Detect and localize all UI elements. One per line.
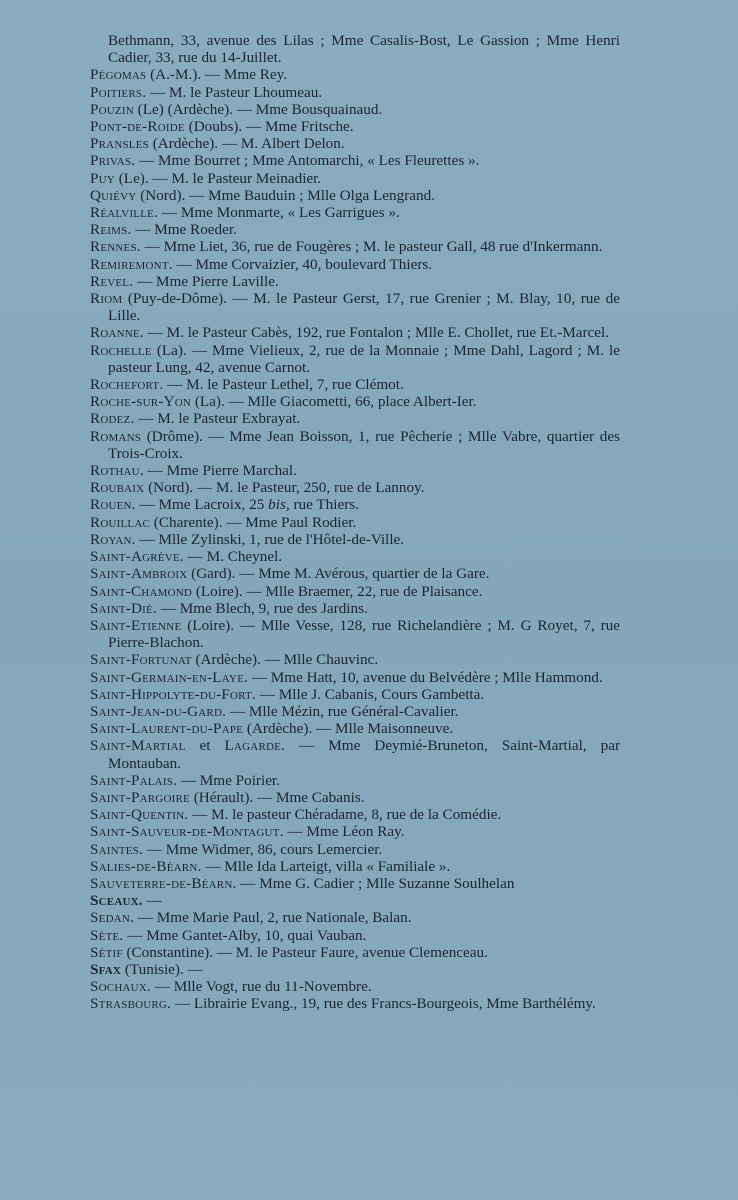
directory-entry [90,238,620,255]
entry-text: (Loire). — Mlle Vesse, 128, rue Richelandière ; M. G Royet, 7, rue Pierre-Blachon. [108,616,620,652]
entry-text: (Le). — M. le Pasteur Meinadier. [114,169,322,187]
entry-text: — Mlle Vogt, rue du 11-Novembre. [150,978,372,996]
entry-text: rue Thiers. [289,496,359,514]
place-name: Pégomas [90,66,147,84]
entry-text: (Gard). — Mme M. Avérous, quartier de la Gare. [187,565,490,583]
directory-entry [90,978,620,995]
place-name: Reims. [90,221,132,239]
entry-text: — [142,892,162,910]
place-name: Puy [90,169,115,187]
directory-entry [90,376,620,393]
entry-text: (Drôme). — Mme Jean Boisson, 1, rue Pêcherie ; Mlle Vabre, quartier des Trois-Croix. [108,427,620,462]
entry-text: — Mme Bourret ; Mme Antomarchi, « Les Fleurettes ». [135,152,480,170]
entry-text: — Mme Deymié-Bruneton, Saint-Martial, par Montauban. [108,737,620,772]
directory-entry [90,995,620,1012]
place-name: Royan. [90,530,136,548]
place-name: Rothau. [90,462,144,480]
entry-text: (Ardèche). — Mlle Maisonneuve. [243,720,454,738]
directory-entry [90,135,620,152]
entry-text: — Mme Liet, 36, rue de Fougères ; M. le pasteur Gall, 48 rue d'Inkermann. [140,238,603,256]
directory-entry [90,651,620,668]
place-name: Saint-Sauveur-de-Montagut. [90,823,284,841]
directory-entry [90,531,620,548]
entry-text: — M. le Pasteur Exbrayat. [134,410,301,428]
directory-entry [90,393,620,410]
directory-entry [90,927,620,944]
entry-text: (La). — Mlle Giacometti, 66, place Albert-Ier. [191,393,477,411]
directory-entry [90,686,620,703]
directory-entry [90,256,620,273]
entry-text: — Mme Hatt, 10, avenue du Belvédère ; Mlle Hammond. [247,668,603,686]
place-name: Saintes. [90,840,143,858]
entry-text: (Puy-de-Dôme). — M. le Pasteur Gerst, 17, rue Grenier ; M. Blay, 10, rue de Lille. [108,290,620,325]
place-name: Riom [90,290,123,308]
entry-text: — Mme Roeder. [131,221,237,239]
directory-entry [90,669,620,686]
place-name: Quiévy [90,186,137,204]
directory-entry [90,583,620,600]
entry-text: — Mme G. Cadier ; Mlle Suzanne Soulhelan [236,874,515,892]
directory-entry [90,823,620,840]
place-name: Lagarde. [224,737,286,755]
entry-text: (Doubs). — Mme Fritsche. [184,118,354,136]
italic-text: bis, [268,496,290,514]
entry-text: — Mme Poirier. [177,771,280,789]
place-name: Sedan. [90,909,134,927]
directory-entry [90,221,620,238]
directory-entry [90,892,620,909]
directory-entry [90,720,620,737]
entry-text: — Mlle Mézin, rue Général-Cavalier. [226,702,459,720]
entry-text: (Charente). — Mme Paul Rodier. [150,513,357,531]
place-name: Saint-Laurent-du-Pape [90,720,244,738]
directory-entry [90,565,620,582]
entry-text: (Loire). — Mlle Braemer, 22, rue de Plaisance. [192,582,483,600]
directory-entry [90,66,620,83]
directory-entry [90,600,620,617]
place-name: Rochelle [90,341,152,359]
place-name: Saint-Pargoire [90,788,190,806]
entry-text: — Librairie Evang., 19, rue des Francs-Bourgeois, Mme Barthélémy. [171,995,596,1013]
entry-text: — M. le Pasteur Lethel, 7, rue Clémot. [163,376,404,394]
place-name: Saint-Etienne [90,616,182,634]
place-name: Pont-de-Roide [90,118,185,136]
place-name: Poitiers. [90,83,147,101]
entry-text: — Mlle Zylinski, 1, rue de l'Hôtel-de-Ville. [135,530,405,548]
entry-text: (Tunisie). — [121,960,203,978]
directory-list [90,32,620,1013]
directory-entry [90,84,620,101]
directory-entry [90,496,620,513]
entry-text: (Le) (Ardèche). — Mme Bousquainaud. [133,100,383,118]
directory-entry [90,789,620,806]
directory-entry [90,204,620,221]
entry-text: — Mme Marie Paul, 2, rue Nationale, Balan. [134,909,412,927]
place-name: Romans [90,427,142,445]
entry-text: — Mme Lacroix, 25 [135,496,269,514]
directory-entry [90,118,620,135]
place-name: Sète. [90,926,124,944]
place-name: Saint-Martial [90,737,186,755]
place-name: Roanne. [90,324,144,342]
place-name: Sfax [90,960,122,978]
directory-entry [90,187,620,204]
directory-entry [90,428,620,462]
entry-text: — Mme Blech, 9, rue des Jardins. [156,599,368,617]
directory-entry [90,479,620,496]
directory-entry [90,944,620,961]
directory-entry [90,909,620,926]
entry-text: — M. le pasteur Chéradame, 8, rue de la Comédie. [188,806,502,824]
place-name: Sochaux. [90,978,151,996]
place-name: Roubaix [90,479,145,497]
directory-entry [90,324,620,341]
place-name: Salies-de-Béarn. [90,857,202,875]
place-name: Saint-Jean-du-Gard. [90,702,227,720]
entry-text: (Ardèche). — Mlle Chauvinc. [191,651,379,669]
entry-text: — Mme Gantet-Alby, 10, quai Vauban. [123,926,367,944]
entry-text: — Mlle J. Cabanis, Cours Gambetta. [255,685,485,703]
place-name: Pouzin [90,100,134,118]
entry-text: (La). — Mme Vielieux, 2, rue de la Monnaie ; Mme Dahl, Lagord ; M. le pasteur Lung, 42, avenue Carnot. [108,341,620,376]
directory-entry [90,101,620,118]
directory-entry [90,170,620,187]
directory-entry [90,410,620,427]
place-name: Rouen. [90,496,136,514]
place-name: Sauveterre-de-Béarn. [90,874,237,892]
directory-entry [90,858,620,875]
place-name: Saint-Germain-en-Laye. [90,668,248,686]
entry-text: Bethmann, 33, avenue des Lilas ; Mme Casalis-Bost, Le Gassion ; Mme Henri Cadier, 33, rue du 14-Juillet. [108,32,620,67]
place-name: Saint-Agrève. [90,548,184,566]
place-name: Pransles [90,135,149,153]
entry-text: (Constantine). — M. le Pasteur Faure, avenue Clemenceau. [122,943,488,961]
directory-entry [90,737,620,771]
directory-entry [90,462,620,479]
directory-entry [90,617,620,651]
directory-entry [90,961,620,978]
place-name: Revel. [90,272,134,290]
directory-entry [90,514,620,531]
directory-entry [90,548,620,565]
directory-entry [90,841,620,858]
directory-entry [90,875,620,892]
entry-text: (Ardèche). — M. Albert Delon. [148,135,345,153]
place-name: Rennes. [90,238,141,256]
place-name: Saint-Hippolyte-du-Fort. [90,685,256,703]
place-name: Rochefort. [90,376,164,394]
entry-text: — M. le Pasteur Cabès, 192, rue Fontalon ; Mlle E. Chollet, rue Et.-Marcel. [143,324,610,342]
directory-entry [90,152,620,169]
entry-text: (Hérault). — Mme Cabanis. [189,788,365,806]
entry-text: — Mme Léon Ray. [283,823,405,841]
place-name: Privas. [90,152,136,170]
directory-entry [90,772,620,789]
entry-text: (Nord). — Mme Bauduin ; Mlle Olga Lengrand. [136,186,436,204]
place-name: Sceaux. [90,892,143,910]
entry-text: — Mlle Ida Larteigt, villa « Familiale ». [201,857,451,875]
place-name: Saint-Quentin. [90,806,189,824]
entry-text: (Nord). — M. le Pasteur, 250, rue de Lannoy. [144,479,425,497]
place-name: Rodez. [90,410,135,428]
directory-entry [90,290,620,324]
entry-text: — Mme Corvaizier, 40, boulevard Thiers. [172,255,433,273]
entry-text: — M. Cheynel. [183,548,283,566]
directory-entry [90,273,620,290]
entry-text: — Mme Widmer, 86, cours Lemercier. [142,840,383,858]
entry-text: — M. le Pasteur Lhoumeau. [146,83,323,101]
directory-entry [90,703,620,720]
directory-entry [90,806,620,823]
entry-text: — Mme Pierre Laville. [133,272,279,290]
place-name: Saint-Fortunat [90,651,192,669]
entry-text: (A.-M.). — Mme Rey. [146,66,288,84]
place-name: Réalville. [90,204,159,222]
entry-text: et [185,737,225,755]
place-name: Roche-sur-Yon [90,393,192,411]
place-name: Rouillac [90,513,150,531]
place-name: Saint-Dié. [90,599,157,617]
directory-entry [90,342,620,376]
place-name: Saint-Ambroix [90,565,188,583]
entry-text: — Mme Monmarte, « Les Garrigues ». [158,204,400,222]
place-name: Saint-Chamond [90,582,193,600]
directory-entry [90,32,620,66]
place-name: Sétif [90,943,123,961]
place-name: Remiremont. [90,255,173,273]
place-name: Strasbourg. [90,995,172,1013]
place-name: Saint-Palais. [90,771,178,789]
entry-text: — Mme Pierre Marchal. [143,462,297,480]
